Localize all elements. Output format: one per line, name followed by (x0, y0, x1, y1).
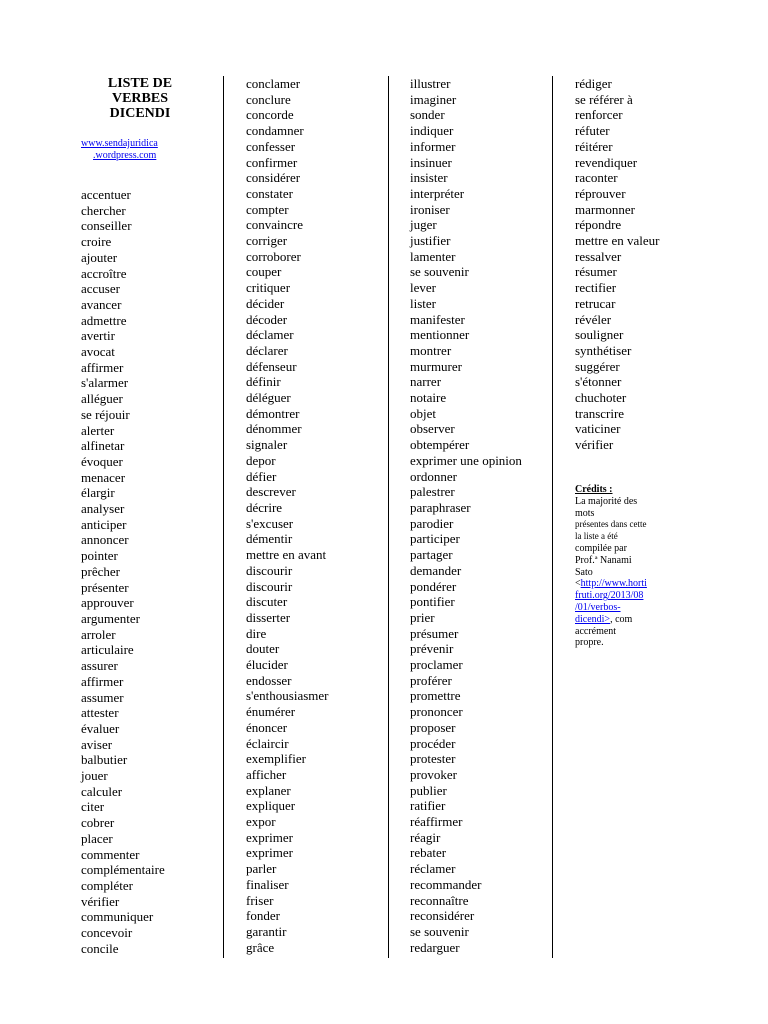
verb-item: proférer (410, 672, 452, 688)
verb-item: avocat (81, 344, 115, 360)
verb-item: se souvenir (410, 923, 469, 939)
verb-item: douter (246, 641, 280, 657)
credits-line: compilée par (575, 542, 627, 554)
verb-item: menacer (81, 469, 126, 485)
verb-item: promettre (410, 688, 461, 704)
credits-line: La majorité des (575, 495, 638, 507)
verb-item: annoncer (81, 532, 129, 548)
verb-item: rebater (410, 845, 447, 861)
verb-item: accentuer (81, 187, 131, 202)
verb-item: exemplifier (246, 751, 306, 767)
column-divider-3 (552, 76, 553, 958)
credits-source-link[interactable]: dicendi> (575, 613, 611, 625)
verb-item: disserter (246, 609, 291, 625)
verb-item: décider (246, 295, 285, 311)
verb-item: suggérer (575, 358, 620, 374)
verb-item: énumérer (246, 704, 296, 720)
verb-item: pointer (81, 548, 118, 564)
verb-item: approuver (81, 595, 134, 611)
verb-item: reconsidérer (410, 908, 475, 924)
verb-item: provoker (410, 766, 457, 782)
verb-item: se souvenir (410, 264, 469, 280)
verb-item: exprimer (246, 829, 293, 845)
verb-item: se réjouir (81, 406, 130, 422)
page-title-line-2: VERBES DICENDI (109, 91, 171, 121)
verb-item: vérifier (81, 893, 120, 909)
verb-item: admettre (81, 312, 127, 328)
verb-item: chercher (81, 202, 126, 218)
verb-item: depor (246, 452, 276, 468)
verb-item: éclaircir (246, 735, 289, 751)
verb-item: arroler (81, 626, 116, 642)
verb-item: aviser (81, 736, 113, 752)
verb-item: élucider (246, 657, 288, 673)
verb-item: définir (246, 374, 281, 390)
credits-line: présentes dans cette (575, 519, 647, 530)
verb-item: fonder (246, 908, 280, 924)
credits-source-link[interactable]: /01/verbos- (575, 601, 621, 613)
verb-item: conclure (246, 91, 291, 107)
column-4 (575, 76, 700, 453)
verb-item: conclamer (246, 76, 301, 91)
verb-item: balbutier (81, 752, 128, 768)
verb-item: assurer (81, 658, 118, 674)
verb-item: obtempérer (410, 437, 470, 453)
verb-item: déclamer (246, 327, 294, 343)
verb-item: finaliser (246, 876, 289, 892)
verb-item: réaffirmer (410, 814, 463, 830)
verb-item: répondre (575, 217, 622, 233)
verb-item: proclamer (410, 657, 463, 673)
verb-item: rectifier (575, 280, 617, 296)
verb-item: critiquer (246, 280, 291, 296)
verb-item: concorde (246, 107, 294, 123)
verb-item: expliquer (246, 798, 296, 814)
credits-line: la liste a été (575, 531, 618, 542)
site-link-part-1[interactable]: www.sendajuridica (81, 138, 158, 149)
verb-item: insister (410, 170, 448, 186)
verb-item: évoquer (81, 453, 123, 469)
verb-item: sonder (410, 107, 445, 123)
verb-item: prévenir (410, 641, 454, 657)
verb-item: rédiger (575, 76, 612, 91)
verb-item: complémentaire (81, 862, 165, 878)
verb-item: informer (410, 138, 456, 154)
credits-heading: Crédits : (575, 484, 613, 495)
verb-item: argumenter (81, 610, 140, 626)
verb-item: paraphraser (410, 499, 471, 515)
verb-item: présumer (410, 625, 459, 641)
verb-item: confirmer (246, 154, 298, 170)
verb-item: objet (410, 405, 436, 421)
verb-item: lever (410, 280, 436, 296)
verb-item: concile (81, 940, 119, 956)
verb-item: ratifier (410, 798, 446, 814)
verb-item: lamenter (410, 248, 456, 264)
verb-item: se référer à (575, 91, 633, 107)
column-divider-2 (388, 76, 389, 958)
column-2 (246, 76, 386, 955)
verb-item: prononcer (410, 704, 463, 720)
verb-item: discuter (246, 594, 288, 610)
verb-item: réitérer (575, 138, 613, 154)
verb-item: vaticiner (575, 421, 621, 437)
credits-line: mots (575, 507, 595, 519)
verb-item: montrer (410, 342, 452, 358)
verb-item: révéler (575, 311, 612, 327)
verb-item: mettre en valeur (575, 233, 660, 249)
verb-item: exprimer (246, 845, 293, 861)
verb-item: affirmer (81, 673, 124, 689)
verb-item: décoder (246, 311, 288, 327)
verb-item: alerter (81, 422, 115, 438)
verb-list-column-2 (246, 76, 386, 955)
verb-item: partager (410, 547, 453, 563)
verb-item: s'enthousiasmer (246, 688, 329, 704)
verb-item: manifester (410, 311, 465, 327)
verb-item: alfinetar (81, 438, 125, 454)
verb-item: chuchoter (575, 390, 627, 406)
credits-block (575, 484, 699, 649)
verb-item: descrever (246, 484, 296, 500)
credits-link-line-1 (575, 578, 699, 590)
verb-item: souligner (575, 327, 624, 343)
verb-item: déclarer (246, 342, 288, 358)
verb-item: afficher (246, 766, 287, 782)
verb-item: défenseur (246, 358, 297, 374)
verb-item: réclamer (410, 861, 456, 877)
verb-item: anticiper (81, 516, 127, 532)
verb-item: expor (246, 814, 276, 830)
verb-item: alléguer (81, 391, 123, 407)
verb-item: réprouver (575, 185, 626, 201)
verb-item: mettre en avant (246, 547, 327, 563)
verb-item: prier (410, 609, 435, 625)
verb-item: accroître (81, 265, 127, 281)
verb-item: placer (81, 830, 113, 846)
verb-item: pontifier (410, 594, 455, 610)
verb-item: narrer (410, 374, 442, 390)
verb-item: présenter (81, 579, 129, 595)
verb-item: ordonner (410, 468, 457, 484)
verb-item: renforcer (575, 107, 623, 123)
credits-link-prefix: < (575, 578, 581, 590)
verb-item: imaginer (410, 91, 457, 107)
credits-link-line-4 (575, 614, 699, 626)
verb-item: publier (410, 782, 447, 798)
verb-item: défier (246, 468, 277, 484)
credits-source-link[interactable]: fruti.org/2013/08 (575, 590, 644, 602)
verb-item: réfuter (575, 123, 610, 139)
page-title-line-1: LISTE DE (107, 76, 173, 91)
verb-item: résumer (575, 264, 617, 280)
verb-item: protester (410, 751, 456, 767)
verb-item: revendiquer (575, 154, 638, 170)
credits-line: accrément (575, 625, 617, 637)
verb-item: parler (246, 861, 277, 877)
verb-item: vérifier (575, 437, 614, 453)
verb-item: élargir (81, 485, 115, 501)
verb-item: énoncer (246, 719, 288, 735)
verb-item: transcrire (575, 405, 625, 421)
verb-item: juger (410, 217, 437, 233)
verb-item: ironiser (410, 201, 450, 217)
verb-item: notaire (410, 390, 447, 406)
credits-line: Sato (575, 566, 593, 578)
verb-item: illustrer (410, 76, 451, 91)
verb-item: interpréter (410, 185, 465, 201)
verb-item: discourir (246, 562, 293, 578)
verb-item: communiquer (81, 909, 154, 925)
verb-item: retrucar (575, 295, 616, 311)
verb-item: convaincre (246, 217, 304, 233)
credits-line: propre. (575, 637, 604, 649)
verb-item: s'étonner (575, 374, 622, 390)
verb-list-column-1 (81, 187, 219, 956)
verb-list-column-4 (575, 76, 700, 453)
verb-item: justifier (410, 233, 451, 249)
verb-item: confesser (246, 138, 296, 154)
verb-item: décrire (246, 499, 283, 515)
verb-item: attester (81, 705, 119, 721)
verb-item: avertir (81, 328, 115, 344)
verb-item: réagir (410, 829, 441, 845)
verb-item: jouer (81, 768, 108, 784)
verb-item: procéder (410, 735, 456, 751)
verb-item: signaler (246, 437, 288, 453)
credits-source-link[interactable]: http://www.horti (580, 578, 647, 590)
verb-item: compléter (81, 877, 133, 893)
verb-item: couper (246, 264, 282, 280)
verb-item: constater (246, 185, 293, 201)
credits-link-line-2 (575, 590, 699, 602)
verb-item: dénommer (246, 421, 302, 437)
verb-item: dire (246, 625, 267, 641)
verb-item: déléguer (246, 390, 291, 406)
verb-item: lister (410, 295, 436, 311)
verb-item: proposer (410, 719, 456, 735)
verb-item: ressalver (575, 248, 622, 264)
verb-item: prêcher (81, 563, 120, 579)
verb-item: démontrer (246, 405, 300, 421)
verb-item: marmonner (575, 201, 635, 217)
verb-item: croire (81, 234, 112, 250)
verb-item: recommander (410, 876, 482, 892)
verb-item: s'excuser (246, 515, 294, 531)
verb-item: articulaire (81, 642, 134, 658)
column-3 (410, 76, 552, 955)
verb-item: insinuer (410, 154, 452, 170)
verb-item: corriger (246, 233, 288, 249)
verb-item: parodier (410, 515, 454, 531)
verb-item: analyser (81, 501, 125, 517)
verb-item: friser (246, 892, 274, 908)
column-1 (81, 76, 219, 956)
verb-item: demander (410, 562, 462, 578)
verb-item: calculer (81, 783, 123, 799)
page-title (81, 76, 199, 121)
verb-item: conseiller (81, 218, 132, 234)
column-divider-1 (223, 76, 224, 958)
verb-item: participer (410, 531, 460, 547)
verb-item: grâce (246, 939, 275, 955)
verb-item: concevoir (81, 925, 133, 941)
verb-item: s'alarmer (81, 375, 129, 391)
verb-item: commenter (81, 846, 140, 862)
verb-item: mentionner (410, 327, 470, 343)
verb-item: explaner (246, 782, 291, 798)
verb-item: discourir (246, 578, 293, 594)
verb-item: démentir (246, 531, 293, 547)
verb-list-column-3 (410, 76, 552, 955)
verb-item: citer (81, 799, 105, 815)
verb-item: indiquer (410, 123, 454, 139)
verb-item: murmurer (410, 358, 462, 374)
credits-link-line-3 (575, 602, 699, 614)
verb-item: ajouter (81, 249, 118, 265)
verb-item: condamner (246, 123, 304, 139)
site-link-part-2[interactable]: .wordpress.com (93, 150, 157, 161)
verb-item: redarguer (410, 939, 460, 955)
verb-item: assumer (81, 689, 124, 705)
verb-item: exprimer une opinion (410, 452, 522, 468)
verb-item: affirmer (81, 359, 124, 375)
verb-item: accuser (81, 281, 120, 297)
verb-item: considérer (246, 170, 301, 186)
verb-item: endosser (246, 672, 292, 688)
verb-item: raconter (575, 170, 618, 186)
credits-link-suffix: , com (610, 613, 633, 625)
verb-item: cobrer (81, 815, 115, 831)
verb-item: observer (410, 421, 455, 437)
verb-item: évaluer (81, 720, 120, 736)
credits-line: Prof.ª Nanami (575, 554, 632, 566)
verb-item: pondérer (410, 578, 457, 594)
verb-item: compter (246, 201, 289, 217)
verb-item: palestrer (410, 484, 455, 500)
verb-item: synthétiser (575, 342, 632, 358)
verb-item: avancer (81, 296, 122, 312)
verb-item: corroborer (246, 248, 301, 264)
verb-item: garantir (246, 923, 287, 939)
verb-item: reconnaître (410, 892, 469, 908)
